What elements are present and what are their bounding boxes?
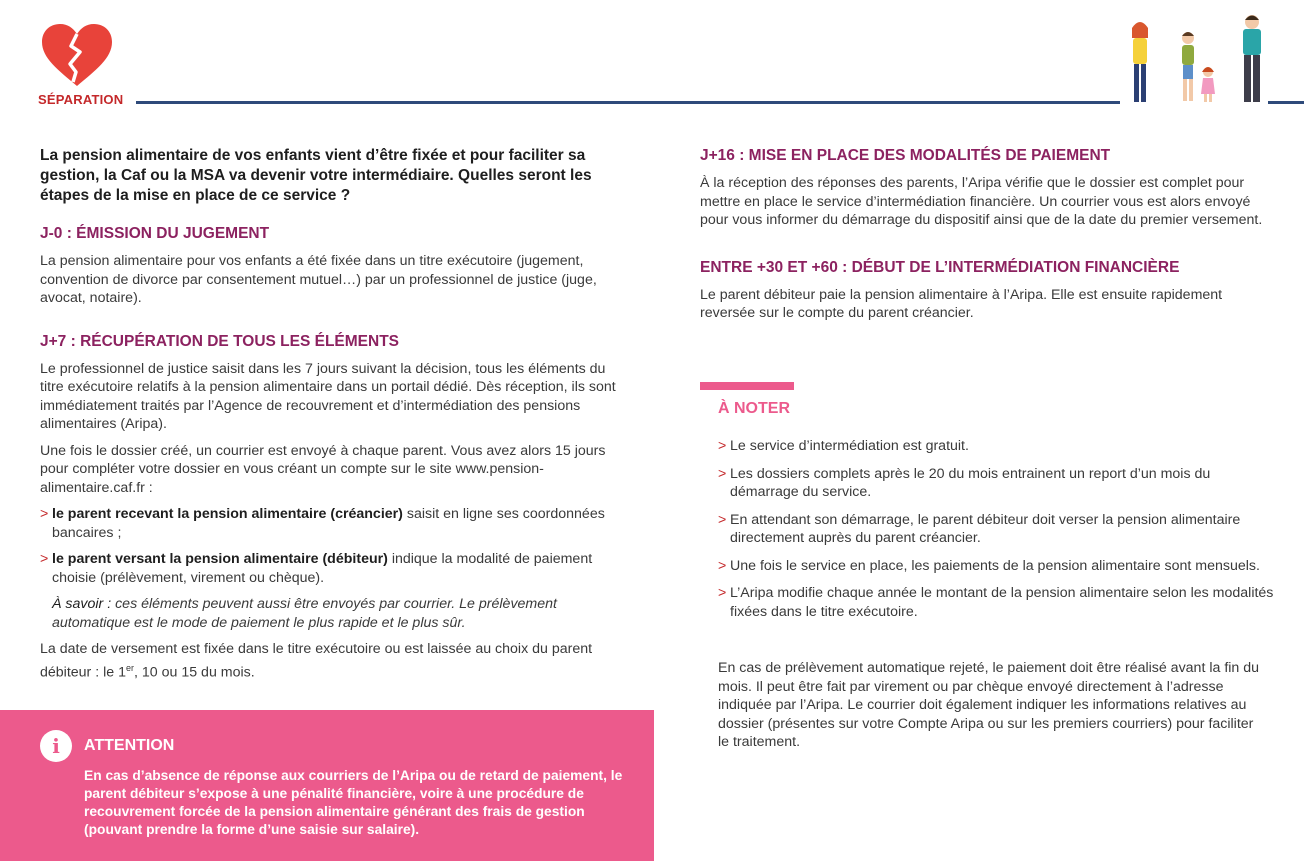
list-item <box>718 511 1278 548</box>
chevron-right-icon: > <box>718 465 727 482</box>
chevron-right-icon: > <box>718 585 727 601</box>
section-title-j7: J+7 : RÉCUPÉRATION DE TOUS LES ÉLÉMENTS <box>40 332 399 350</box>
section-text-j0: La pension alimentaire pour vos enfants a été fixée dans un titre exécutoire (jugement, convention de divorce par consentement mutuel…) par un professionnel de justice (juge, avocat, notaire). <box>40 253 597 306</box>
header-category-label: SÉPARATION <box>38 92 124 107</box>
bullet-text: indique la modalité de paiement choisie (prélèvement, virement ou chèque). <box>52 551 593 586</box>
intro-paragraph: La pension alimentaire de vos enfants vient d’être fixée et pour faciliter sa gestion, la Caf ou la MSA va devenir votre intermédiaire. Quelles seront les étapes de la mise en place de ce service ? <box>40 147 592 204</box>
chevron-right-icon: > <box>40 551 49 567</box>
note-list-container <box>718 437 1278 630</box>
list-item <box>718 557 1278 576</box>
payment-date-text-end: , 10 ou 15 du mois. <box>134 664 255 681</box>
note-accent-bar <box>700 382 794 390</box>
note-item-text: Le service d’intermédiation est gratuit. <box>730 438 969 454</box>
note-item-text: L’Aripa modifie chaque année le montant de la pension alimentaire selon les modalités fixées dans le titre exécutoire. <box>730 585 1274 620</box>
a-savoir-label: À savoir : <box>52 596 112 612</box>
note-paragraph: En cas de prélèvement automatique rejeté, le paiement doit être réalisé avant la fin du mois. Il peut être fait par virement ou par chèque envoyé directement à l’adresse indiquée par l’Aripa. Le courrier doit également indiquer les informations relatives au dossier (présentes sur votre Compte Aripa ou sur les premiers courriers) pour faciliter le traitement. <box>718 660 1260 750</box>
section-text-j30: Le parent débiteur paie la pension alimentaire à l’Aripa. Elle est ensuite rapidement reversée sur le compte du parent créancier. <box>700 286 1223 321</box>
payment-date-note <box>40 640 620 682</box>
left-column <box>40 146 620 690</box>
chevron-right-icon: > <box>718 438 727 454</box>
section-text-j7-p2: Une fois le dossier créé, un courrier est envoyé à chaque parent. Vous avez alors 15 jours pour compléter votre dossier en vous créant un compte sur le site www.pension-alimentaire.caf.fr : <box>40 442 606 496</box>
section-title-j30: ENTRE +30 ET +60 : DÉBUT DE L’INTERMÉDIATION FINANCIÈRE <box>700 258 1180 276</box>
note-item-text: Les dossiers complets après le 20 du mois entrainent un report d’un mois du démarrage du service. <box>730 465 1211 500</box>
section-text-j7-p1: Le professionnel de justice saisit dans les 7 jours suivant la décision, tous les éléments du titre exécutoire relatifs à la pension alimentaire dans un portail dédié. Dès réception, ils sont immédiatement traités par l’Agence de recouvrement et d’intermédiation des pensions alimentaires (Aripa). <box>40 360 616 432</box>
bullet-bold-text: le parent recevant la pension alimentaire (créancier) <box>52 506 403 522</box>
family-illustration <box>1124 8 1274 108</box>
payment-date-text: La date de versement est fixée dans le titre exécutoire ou est laissée au choix du parent débiteur : le 1 <box>40 641 593 681</box>
a-savoir-note <box>52 595 620 632</box>
list-item <box>40 550 620 587</box>
a-savoir-text: ces éléments peuvent aussi être envoyés par courrier. Le prélèvement automatique est le mode de paiement le plus rapide et le plus sûr. <box>52 596 557 631</box>
bullet-text: saisit en ligne ses coordonnées bancaires ; <box>52 506 605 541</box>
bullet-bold-text: le parent versant la pension alimentaire (débiteur) <box>52 551 388 567</box>
list-item <box>718 465 1278 502</box>
header-divider <box>136 101 1120 104</box>
attention-title: ATTENTION <box>84 737 175 754</box>
j7-bullet-list <box>40 505 620 587</box>
note-item-text: Une fois le service en place, les paiements de la pension alimentaire sont mensuels. <box>730 557 1260 574</box>
section-text-j16: À la réception des réponses des parents, l’Aripa vérifie que le dossier est complet pour mettre en place le service d’intermédiation financière. Un courrier vous est alors envoyé pour vous informer du démarrage du dispositif ainsi que de la date du premier versement. <box>700 175 1263 228</box>
chevron-right-icon: > <box>718 557 727 574</box>
right-column <box>700 146 1280 331</box>
attention-text: En cas d’absence de réponse aux courriers de l’Aripa ou de retard de paiement, le parent débiteur s’expose à une pénalité financière, voire à une procédure de recouvrement forcée de la pension alimentaire générant des frais de gestion (pouvant prendre la forme d’une saisie sur salaire). <box>84 768 623 837</box>
chevron-right-icon: > <box>718 511 727 528</box>
section-title-j16: J+16 : MISE EN PLACE DES MODALITÉS DE PAIEMENT <box>700 147 1111 164</box>
section-title-j0: J-0 : ÉMISSION DU JUGEMENT <box>40 225 270 242</box>
note-title: À NOTER <box>718 400 790 417</box>
note-item-text: En attendant son démarrage, le parent débiteur doit verser la pension alimentaire directement auprès du parent créancier. <box>730 511 1241 546</box>
list-item <box>718 437 1278 456</box>
list-item <box>718 584 1278 621</box>
chevron-right-icon: > <box>40 506 49 522</box>
list-item <box>40 505 620 542</box>
info-icon: i <box>40 730 72 762</box>
note-bullet-list <box>718 437 1278 621</box>
ordinal-suffix: er <box>125 662 134 673</box>
broken-heart-icon <box>40 22 114 88</box>
